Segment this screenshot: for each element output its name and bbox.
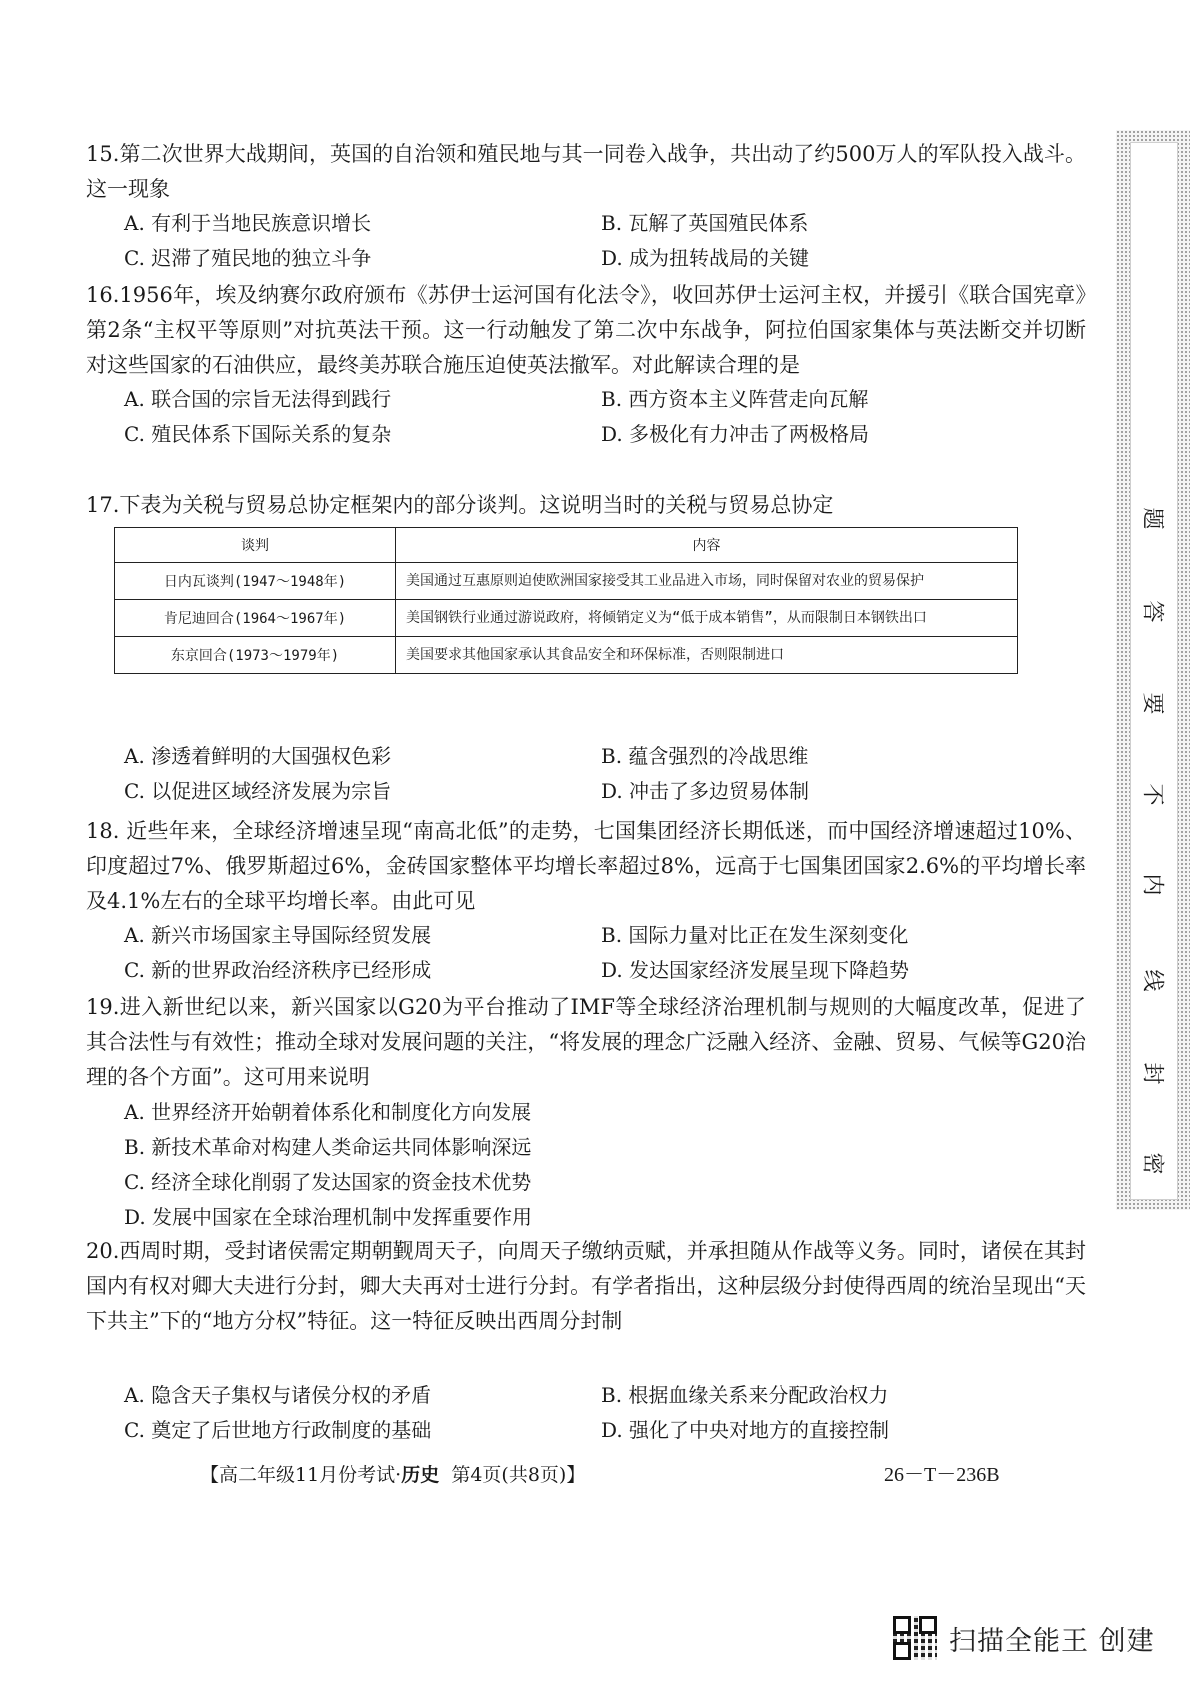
seal-char: 线 — [1139, 969, 1165, 992]
seal-char: 答 — [1139, 600, 1165, 623]
seal-char: 题 — [1139, 507, 1165, 530]
option-20-d: D. 强化了中央对地方的直接控制 — [601, 1418, 890, 1442]
option-19-d: D. 发展中国家在全球治理机制中发挥重要作用 — [124, 1205, 533, 1229]
option-20-a: A. 隐含天子集权与诸侯分权的矛盾 — [124, 1383, 432, 1407]
question-16-options — [86, 383, 1086, 453]
question-19 — [86, 990, 1086, 1235]
question-17-stem: 17.下表为关税与贸易总协定框架内的部分谈判。这说明当时的关税与贸易总协定 — [86, 493, 834, 517]
option-17-c: C. 以促进区域经济发展为宗旨 — [124, 779, 392, 803]
option-20-c: C. 奠定了后世地方行政制度的基础 — [124, 1418, 432, 1442]
option-18-a: A. 新兴市场国家主导国际经贸发展 — [124, 923, 432, 947]
question-20-options — [86, 1379, 1086, 1449]
seal-char: 要 — [1139, 692, 1165, 715]
table-header-row — [115, 528, 1018, 563]
question-18 — [86, 814, 1086, 989]
table-cell-negotiation: 肯尼迪回合(1964～1967年) — [115, 600, 396, 637]
option-19-c: C. 经济全球化削弱了发达国家的资金技术优势 — [124, 1170, 532, 1194]
question-18-options — [86, 919, 1086, 989]
option-19-b: B. 新技术革命对构建人类命运共同体影响深远 — [124, 1135, 532, 1159]
table-cell-content: 美国钢铁行业通过游说政府，将倾销定义为“低于成本销售”，从而限制日本钢铁出口 — [396, 600, 1018, 637]
question-19-options — [86, 1095, 1086, 1235]
scanner-watermark — [893, 1614, 1155, 1662]
option-20-b: B. 根据血缘关系来分配政治权力 — [601, 1383, 889, 1407]
option-16-a: A. 联合国的宗旨无法得到践行 — [124, 387, 392, 411]
footer-page-number: 第4页(共8页)】 — [451, 1464, 586, 1486]
question-20-stem: 20.西周时期，受封诸侯需定期朝觐周天子，向周天子缴纳贡赋，并承担随从作战等义务。同时，诸侯在其封国内有权对卿大夫进行分封，卿大夫再对士进行分封。有学者指出，这种层级分封使得西周的统治呈现出“天下共主”下的“地方分权”特征。这一特征反映出西周分封制 — [86, 1239, 1086, 1333]
page-footer — [200, 1460, 585, 1487]
question-15 — [86, 137, 1086, 277]
option-15-d: D. 成为扭转战局的关键 — [601, 246, 810, 270]
question-17-options — [86, 740, 1086, 810]
table-header-content: 内容 — [396, 528, 1018, 563]
option-18-c: C. 新的世界政治经济秩序已经形成 — [124, 958, 432, 982]
option-17-d: D. 冲击了多边贸易体制 — [601, 779, 810, 803]
option-18-b: B. 国际力量对比正在发生深刻变化 — [601, 923, 909, 947]
table-cell-content: 美国通过互惠原则迫使欧洲国家接受其工业品进入市场，同时保留对农业的贸易保护 — [396, 563, 1018, 600]
question-17-options-block — [86, 740, 1086, 810]
question-20 — [86, 1234, 1086, 1339]
option-15-c: C. 迟滞了殖民地的独立斗争 — [124, 246, 372, 270]
question-15-stem: 15.第二次世界大战期间，英国的自治领和殖民地与其一同卷入战争，共出动了约500万人的军队投入战斗。这一现象 — [86, 142, 1086, 201]
table-cell-negotiation: 东京回合(1973～1979年) — [115, 637, 396, 674]
question-17 — [86, 488, 1086, 523]
seal-char: 密 — [1139, 1152, 1165, 1175]
table-cell-negotiation: 日内瓦谈判(1947～1948年) — [115, 563, 396, 600]
option-15-b: B. 瓦解了英国殖民体系 — [601, 211, 809, 235]
option-19-a: A. 世界经济开始朝着体系化和制度化方向发展 — [124, 1100, 532, 1124]
question-16-stem: 16.1956年，埃及纳赛尔政府颁布《苏伊士运河国有化法令》，收回苏伊士运河主权，并援引《联合国宪章》第2条“主权平等原则”对抗英法干预。这一行动触发了第二次中东战争，阿拉伯国家集体与英法断交并切断对这些国家的石油供应，最终美苏联合施压迫使英法撤军。对此解读合理的是 — [86, 283, 1086, 377]
seal-char: 内 — [1139, 873, 1165, 896]
exam-code: 26－T－236B — [884, 1464, 1000, 1486]
question-15-options — [86, 207, 1086, 277]
footer-subject: 历史 — [401, 1464, 440, 1486]
seal-char: 封 — [1139, 1062, 1165, 1085]
table-cell-content: 美国要求其他国家承认其食品安全和环保标准，否则限制进口 — [396, 637, 1018, 674]
option-17-a: A. 渗透着鲜明的大国强权色彩 — [124, 744, 392, 768]
table-row — [115, 563, 1018, 600]
seal-char: 不 — [1139, 783, 1165, 806]
option-16-d: D. 多极化有力冲击了两极格局 — [601, 422, 870, 446]
option-16-c: C. 殖民体系下国际关系的复杂 — [124, 422, 392, 446]
table-header-negotiation: 谈判 — [115, 528, 396, 563]
seal-line-bar — [1116, 130, 1190, 1210]
table-row — [115, 637, 1018, 674]
question-16 — [86, 278, 1086, 453]
option-17-b: B. 蕴含强烈的冷战思维 — [601, 744, 809, 768]
qr-code-icon — [893, 1616, 937, 1660]
option-16-b: B. 西方资本主义阵营走向瓦解 — [601, 387, 869, 411]
option-15-a: A. 有利于当地民族意识增长 — [124, 211, 372, 235]
scanner-label: 扫描全能王 创建 — [949, 1625, 1155, 1657]
question-18-stem: 18. 近些年来，全球经济增速呈现“南高北低”的走势，七国集团经济长期低迷，而中国经济增速超过10%、印度超过7%、俄罗斯超过6%，金砖国家整体平均增长率超过8%，远高于七国集团国家2.6%的平均增长率及4.1%左右的全球平均增长率。由此可见 — [86, 819, 1086, 913]
question-20-options-block — [86, 1379, 1086, 1449]
question-19-stem: 19.进入新世纪以来，新兴国家以G20为平台推动了IMF等全球经济治理机制与规则的大幅度改革，促进了其合法性与有效性；推动全球对发展问题的关注，“将发展的理念广泛融入经济、金融、贸易、气候等G20治理的各个方面”。这可用来说明 — [86, 995, 1086, 1089]
negotiation-table — [114, 527, 1018, 674]
option-18-d: D. 发达国家经济发展呈现下降趋势 — [601, 958, 910, 982]
table-row — [115, 600, 1018, 637]
seal-line-strip — [1130, 142, 1178, 1200]
footer-exam-label: 【高二年级11月份考试· — [200, 1464, 402, 1486]
